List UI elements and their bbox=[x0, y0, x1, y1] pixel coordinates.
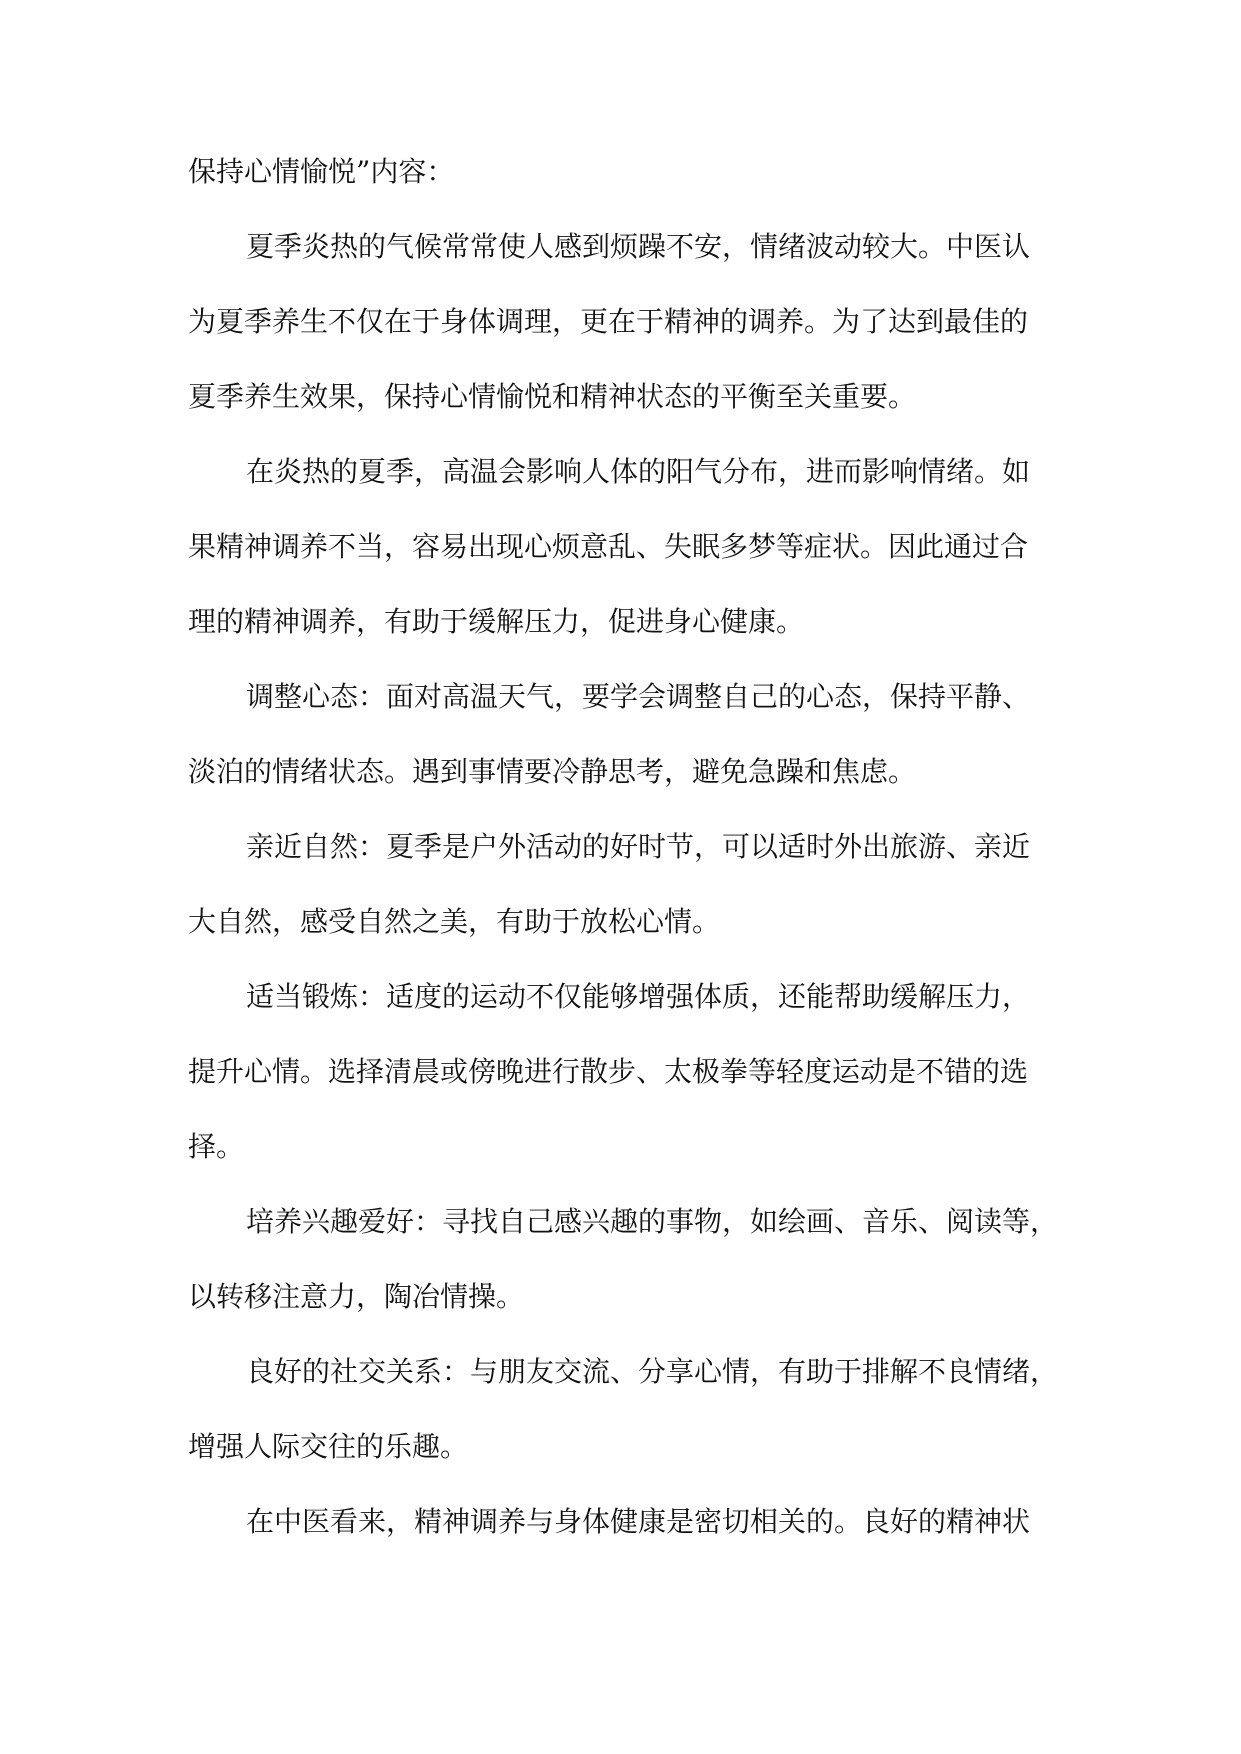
text-line: 为夏季养生不仅在于身体调理，更在于精神的调养。为了达到最佳的 bbox=[188, 305, 1029, 338]
text-line: 亲近自然：夏季是户外活动的好时节，可以适时外出旅游、亲近 bbox=[246, 830, 1031, 863]
body-text bbox=[188, 142, 1058, 1567]
text-line: 增强人际交往的乐趣。 bbox=[188, 1430, 469, 1463]
text-line: 理的精神调养，有助于缓解压力，促进身心健康。 bbox=[188, 605, 805, 638]
text-line: 以转移注意力，陶冶情操。 bbox=[188, 1280, 525, 1313]
text-line: 夏季养生效果，保持心情愉悦和精神状态的平衡至关重要。 bbox=[188, 380, 917, 413]
text-line: 调整心态：面对高温天气，要学会调整自己的心态，保持平静、 bbox=[246, 680, 1031, 713]
text-line: 择。 bbox=[188, 1130, 245, 1163]
text-line: 培养兴趣爱好：寻找自己感兴趣的事物，如绘画、音乐、阅读等， bbox=[246, 1205, 1059, 1238]
text-line: 保持心情愉悦”内容： bbox=[188, 155, 455, 188]
text-line: 果精神调养不当，容易出现心烦意乱、失眠多梦等症状。因此通过合 bbox=[188, 530, 1029, 563]
text-line: 良好的社交关系：与朋友交流、分享心情，有助于排解不良情绪， bbox=[246, 1355, 1059, 1388]
text-line: 夏季炎热的气候常常使人感到烦躁不安，情绪波动较大。中医认 bbox=[246, 230, 1031, 263]
text-line: 大自然，感受自然之美，有助于放松心情。 bbox=[188, 905, 721, 938]
text-line: 提升心情。选择清晨或傍晚进行散步、太极拳等轻度运动是不错的选 bbox=[188, 1055, 1029, 1088]
text-line: 淡泊的情绪状态。遇到事情要冷静思考，避免急躁和焦虑。 bbox=[188, 755, 917, 788]
text-line: 在炎热的夏季，高温会影响人体的阳气分布，进而影响情绪。如 bbox=[246, 455, 1031, 488]
text-line: 在中医看来，精神调养与身体健康是密切相关的。良好的精神状 bbox=[246, 1505, 1031, 1538]
text-line: 适当锻炼：适度的运动不仅能够增强体质，还能帮助缓解压力， bbox=[246, 980, 1031, 1013]
